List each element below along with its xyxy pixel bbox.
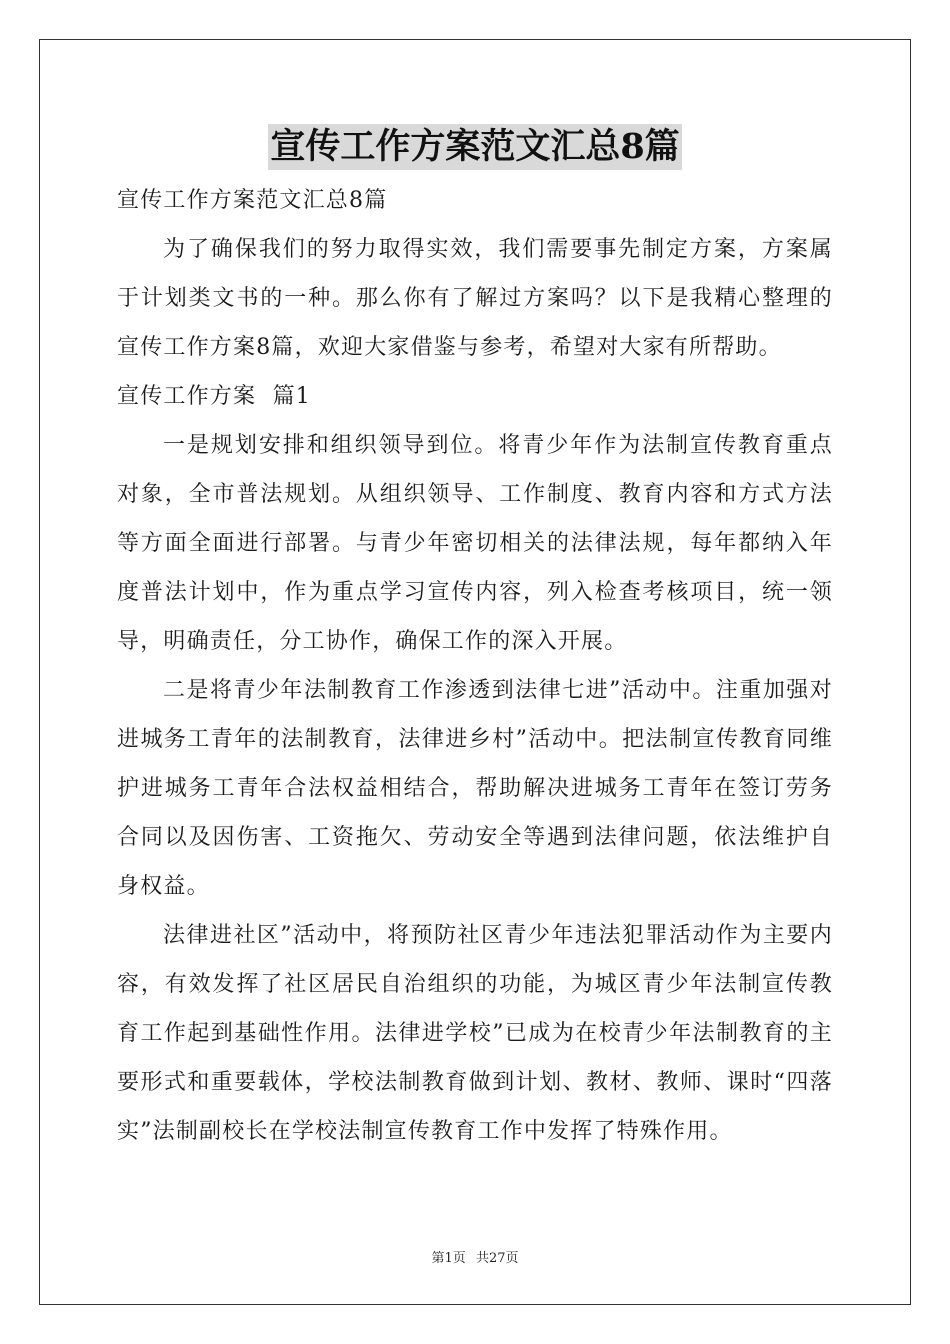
document-body — [117, 176, 833, 1156]
body-paragraph-3: 法律进社区”活动中，将预防社区青少年违法犯罪活动作为主要内容，有效发挥了社区居民自治组织的功能，为城区青少年法制宣传教育工作起到基础性作用。法律进学校”已成为在校青少年法制教育的主要形式和重要载体，学校法制教育做到计划、教材、教师、课时“四落实”法制副校长在学校法制宣传教育工作中发挥了特殊作用。 — [117, 923, 833, 1144]
section-heading: 宣传工作方案 篇1 — [117, 384, 311, 409]
page-total: 共27页 — [475, 1251, 519, 1266]
page-number: 第1页 — [431, 1251, 466, 1266]
body-paragraph-2: 二是将青少年法制教育工作渗透到法律七进”活动中。注重加强对进城务工青年的法制教育，法律进乡村”活动中。把法制宣传教育同维护进城务工青年合法权益相结合，帮助解决进城务工青年在签订劳务合同以及因伤害、工资拖欠、劳动安全等遇到法律问题，依法维护自身权益。 — [117, 678, 833, 899]
page-footer — [0, 1247, 950, 1266]
intro-paragraph: 为了确保我们的努力取得实效，我们需要事先制定方案，方案属于计划类文书的一种。那么你有了解过方案吗？以下是我精心整理的宣传工作方案8篇，欢迎大家借鉴与参考，希望对大家有所帮助。 — [117, 237, 833, 360]
body-paragraph-1: 一是规划安排和组织领导到位。将青少年作为法制宣传教育重点对象，全市普法规划。从组织领导、工作制度、教育内容和方式方法等方面全面进行部署。与青少年密切相关的法律法规，每年都纳入年度普法计划中，作为重点学习宣传内容，列入检查考核项目，统一领导，明确责任，分工协作，确保工作的深入开展。 — [117, 433, 833, 654]
title-wrap — [0, 124, 950, 170]
document-title: 宣传工作方案范文汇总8篇 — [268, 124, 681, 170]
subtitle: 宣传工作方案范文汇总8篇 — [117, 188, 388, 213]
